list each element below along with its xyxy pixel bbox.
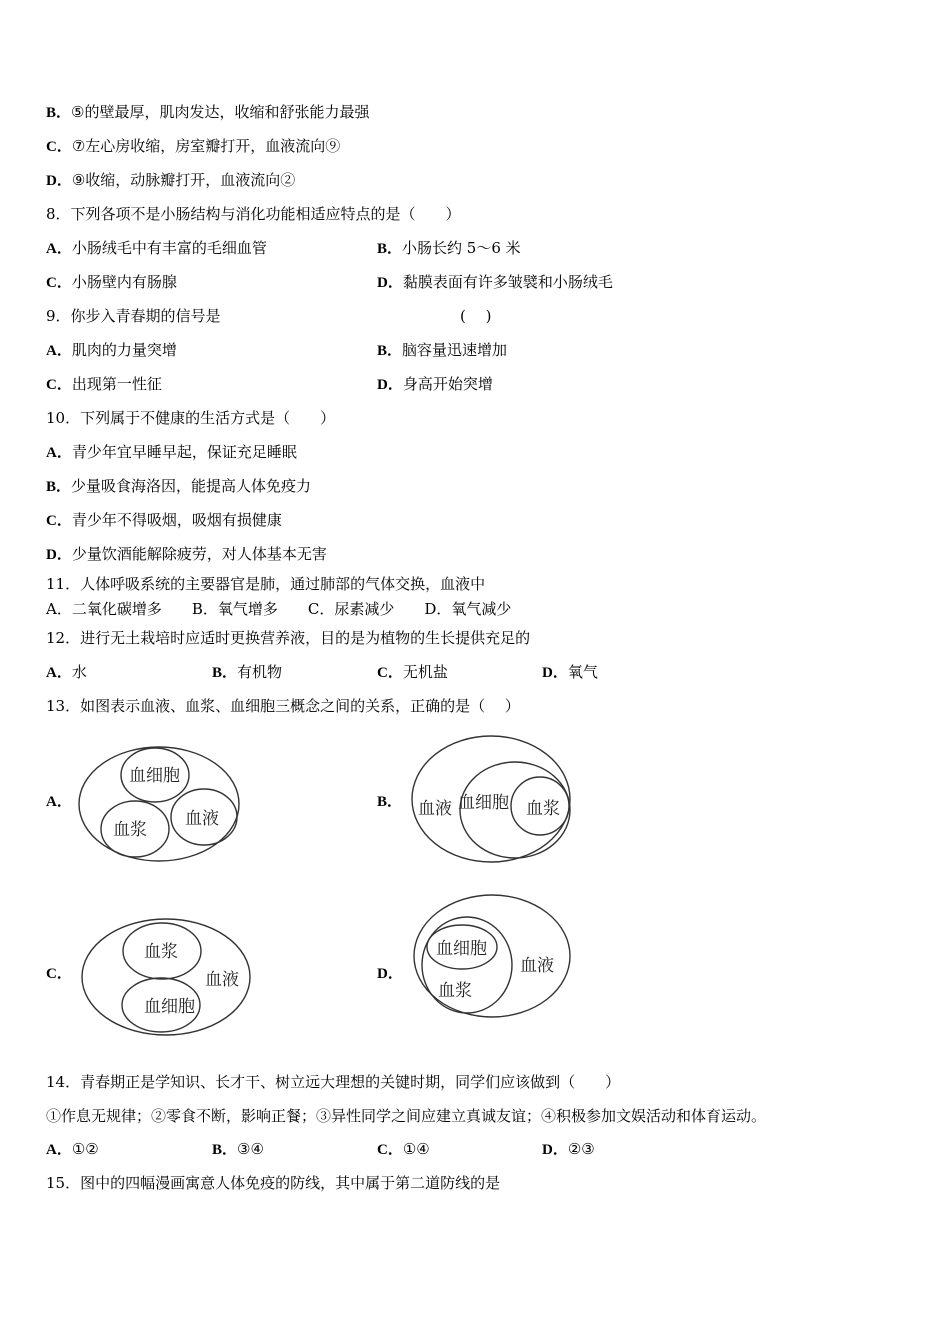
option-text: 脑容量迅速增加 — [402, 341, 508, 359]
q9-option-b — [377, 340, 507, 361]
option-text: ①② — [71, 1140, 99, 1158]
q10-stem: 10．下列属于不健康的生活方式是（ ） — [46, 409, 336, 427]
option-letter: B． — [212, 1142, 238, 1158]
option-letter: C． — [46, 513, 72, 529]
option-text: 肌肉的力量突增 — [71, 341, 177, 359]
option-letter: C． — [377, 665, 403, 681]
q13-diagram-b — [408, 732, 573, 866]
diagram-label-xibao: 血细胞 — [129, 766, 180, 786]
option-text: 青少年不得吸烟，吸烟有损健康 — [71, 511, 282, 529]
option-text: 氧气 — [567, 663, 598, 681]
diagram-label-xibao: 血细胞 — [436, 939, 487, 959]
q7-option-d — [46, 170, 295, 191]
q14-option-d — [542, 1139, 595, 1160]
option-letter: A． — [46, 445, 72, 461]
q12-option-c — [377, 662, 448, 683]
option-letter: D． — [377, 377, 403, 393]
q12-stem: 12．进行无土栽培时应适时更换营养液，目的是为植物的生长提供充足的 — [46, 629, 531, 647]
q12-option-a — [46, 662, 87, 683]
q14-option-b — [212, 1139, 264, 1160]
q13-stem: 13．如图表示血液、血浆、血细胞三概念之间的关系，正确的是（ ） — [46, 697, 520, 715]
diagram-label-jiang: 血浆 — [144, 942, 178, 962]
option-text: 少量吸食海洛因，能提高人体免疫力 — [71, 477, 312, 495]
option-text: 青少年宜早睡早起，保证充足睡眠 — [71, 443, 297, 461]
diagram-label-xibao: 血细胞 — [458, 793, 509, 813]
q11-stem: 11．人体呼吸系统的主要器官是肺，通过肺部的气体交换，血液中 — [46, 575, 486, 593]
diagram-label-jiang: 血浆 — [438, 981, 472, 1001]
option-letter: B． — [212, 665, 238, 681]
q10-option-d — [46, 544, 327, 565]
q14-items: ①作息无规律；②零食不断，影响正餐；③异性同学之间应建立真诚友谊；④积极参加文娱活动和体育运动。 — [46, 1107, 767, 1125]
option-text: ⑨收缩，动脉瓣打开，血液流向② — [71, 171, 296, 189]
option-text: 有机物 — [237, 663, 283, 681]
q7-option-b — [46, 102, 369, 123]
option-text: 水 — [71, 663, 87, 681]
option-letter: C． — [46, 275, 72, 291]
diagram-label-jiang: 血浆 — [526, 799, 560, 819]
option-letter: B． — [377, 343, 403, 359]
option-letter: B． — [377, 241, 403, 257]
option-text: 出现第一性征 — [71, 375, 162, 393]
q9-option-d — [377, 374, 493, 395]
q14-option-a — [46, 1139, 99, 1160]
q13-diagram-c — [80, 916, 256, 1038]
q10-option-a — [46, 442, 297, 463]
diagram-label-jiang: 血浆 — [113, 820, 147, 840]
q9-stem: 9．你步入青春期的信号是 — [46, 307, 221, 325]
q8-option-d — [377, 272, 613, 293]
q12-option-b — [212, 662, 282, 683]
q7-option-c — [46, 136, 340, 157]
diagram-label-ye: 血液 — [520, 956, 554, 976]
option-letter: A． — [46, 1142, 72, 1158]
diagram-label-ye: 血液 — [205, 970, 239, 990]
q10-option-c — [46, 510, 282, 531]
option-letter: C． — [377, 1142, 403, 1158]
q14-stem: 14．青春期正是学知识、长才干、树立远大理想的关键时期，同学们应该做到（ ） — [46, 1073, 621, 1091]
q13-option-d-letter: D． — [377, 966, 403, 982]
diagram-label-ye: 血液 — [185, 809, 219, 829]
option-letter: A． — [46, 665, 72, 681]
q10-option-b — [46, 476, 311, 497]
option-letter: D． — [46, 173, 72, 189]
option-letter: C． — [46, 139, 72, 155]
option-letter: A． — [46, 343, 72, 359]
q11-options: A．二氧化碳增多 B．氧气增多 C．尿素减少 D．氧气减少 — [46, 600, 512, 618]
option-text: ③④ — [237, 1140, 264, 1158]
option-letter: B． — [46, 479, 72, 495]
q8-stem: 8．下列各项不是小肠结构与消化功能相适应特点的是（ ） — [46, 205, 461, 223]
option-letter: D． — [377, 275, 403, 291]
option-text: ①④ — [402, 1140, 430, 1158]
diagram-label-ye: 血液 — [418, 799, 452, 819]
q13-diagram-a — [76, 744, 246, 866]
q8-option-c — [46, 272, 177, 293]
option-text: 小肠长约 5～6 米 — [402, 239, 521, 257]
q9-answer-paren: ( ) — [460, 307, 492, 325]
q14-option-c — [377, 1139, 430, 1160]
option-letter: C． — [46, 377, 72, 393]
q13-option-c-letter: C． — [46, 966, 72, 982]
option-letter: A． — [46, 241, 72, 257]
option-text: 身高开始突增 — [402, 375, 493, 393]
option-text: 小肠绒毛中有丰富的毛细血管 — [71, 239, 267, 257]
q9-option-c — [46, 374, 162, 395]
diagram-label-xibao: 血细胞 — [144, 997, 195, 1017]
q13-option-a-letter: A． — [46, 794, 72, 810]
option-letter: B． — [46, 105, 72, 121]
q9-option-a — [46, 340, 177, 361]
option-text: 少量饮酒能解除疲劳，对人体基本无害 — [71, 545, 327, 563]
q8-option-a — [46, 238, 267, 259]
option-text: 小肠壁内有肠腺 — [71, 273, 177, 291]
option-text: ②③ — [567, 1140, 595, 1158]
option-letter: D． — [542, 1142, 568, 1158]
q8-option-b — [377, 238, 521, 259]
q12-option-d — [542, 662, 598, 683]
q13-diagram-d — [410, 892, 575, 1020]
option-text: 无机盐 — [402, 663, 448, 681]
option-letter: D． — [542, 665, 568, 681]
q15-stem: 15．图中的四幅漫画寓意人体免疫的防线，其中属于第二道防线的是 — [46, 1174, 501, 1192]
option-text: ⑦左心房收缩，房室瓣打开，血液流向⑨ — [71, 137, 341, 155]
q13-option-b-letter: B． — [377, 794, 403, 810]
option-text: ⑤的壁最厚，肌肉发达，收缩和舒张能力最强 — [71, 103, 370, 121]
option-text: 黏膜表面有许多皱襞和小肠绒毛 — [402, 273, 613, 291]
option-letter: D． — [46, 547, 72, 563]
